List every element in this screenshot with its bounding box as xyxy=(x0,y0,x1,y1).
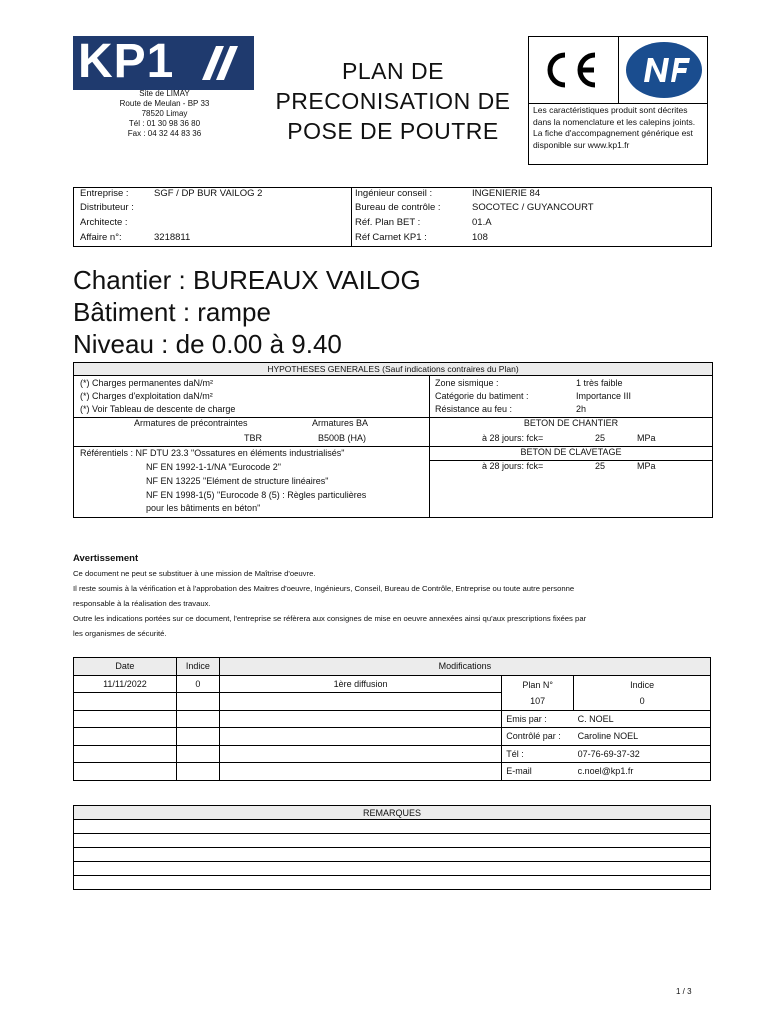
avertissement-line: Il reste soumis à la vérification et à l'approbation des Maitres d'oeuvre, Ingénieurs, Conseil, Bureau de Contrôle, Entreprise ou toute autre personne xyxy=(73,584,575,593)
info-label: Entreprise : xyxy=(80,188,129,199)
beton-chantier-label: à 28 jours: fck= xyxy=(482,433,544,443)
avertissement-line: Ce document ne peut se substituer à une mission de Maîtrise d'oeuvre. xyxy=(73,569,316,578)
hyp-right-value: 1 très faible xyxy=(576,378,623,388)
table-row xyxy=(74,710,711,728)
table-row xyxy=(74,745,711,763)
site-address: Site de LIMAY Route de Meulan - BP 33 78520 Limay Tél : 01 30 98 36 80 Fax : 04 32 44 83 36 xyxy=(119,89,210,138)
referentiel-row: pour les bâtiments en béton" xyxy=(146,503,261,513)
title-line-3: POSE DE POUTRE xyxy=(287,118,499,144)
hypotheses-box xyxy=(73,362,713,518)
cell-indice: 0 xyxy=(176,675,219,693)
email-label: E-mail xyxy=(502,763,574,781)
info-label: Réf Carnet KP1 : xyxy=(355,232,427,243)
project-info-box xyxy=(73,187,712,247)
hyp-left-row: (*) Charges d'exploitation daN/m² xyxy=(80,391,213,401)
table-row xyxy=(74,675,711,693)
nf-mark-icon xyxy=(624,40,704,100)
cert-divider xyxy=(618,37,619,103)
page-number: 1 / 3 xyxy=(676,987,692,996)
certification-box xyxy=(528,36,708,165)
remarques-table xyxy=(73,805,711,890)
info-value: SOCOTEC / GUYANCOURT xyxy=(472,202,594,213)
remarques-header xyxy=(74,806,711,820)
indice-cell xyxy=(574,675,711,710)
ce-mark-icon xyxy=(529,37,618,103)
beton-clavetage-value: 25 xyxy=(595,461,606,471)
info-value: SGF / DP BUR VAILOG 2 xyxy=(154,188,263,199)
avertissement-line: Outre les indications portées sur ce document, l'entreprise se réfèrera aux consignes de mise en oeuvre annexées ainsi qu'aux prescriptions fixées par xyxy=(73,614,587,623)
controle-label: Contrôlé par : xyxy=(502,728,574,746)
niveau-heading: Niveau : de 0.00 à 9.40 xyxy=(73,329,342,359)
referentiel-row: NF EN 13225 "Elément de structure linéaires" xyxy=(146,476,329,486)
info-label: Bureau de contrôle : xyxy=(355,202,441,213)
referentiel-row: NF EN 1998-1(5) "Eurocode 8 (5) : Règles particulières xyxy=(146,490,367,500)
indice-value: 0 xyxy=(639,695,645,706)
table-header-row xyxy=(74,658,711,676)
hyp-right-label: Zone sismique : xyxy=(435,378,499,388)
cell-mod: 1ère diffusion xyxy=(219,675,501,693)
batiment-heading: Bâtiment : rampe xyxy=(73,297,271,327)
beton-chantier-value: 25 xyxy=(595,433,606,443)
email-value: c.noel@kp1.fr xyxy=(574,763,711,781)
cert-description: Les caractéristiques produit sont décrites dans la nomenclature et les calepins joints. La fiche d'accompagnement générique est disponible sur www.kp1.fr xyxy=(533,105,696,150)
indice-label: Indice xyxy=(630,679,655,690)
info-label: Affaire n°: xyxy=(80,232,122,243)
beton-clavetage-label: à 28 jours: fck= xyxy=(482,461,544,471)
armatures-precon-label: Armatures de précontraintes xyxy=(134,418,248,428)
tbr-value: TBR xyxy=(244,433,262,443)
col-date: Date xyxy=(74,658,177,676)
avertissement-section xyxy=(73,552,703,641)
avertissement-line: responsable à la réalisation des travaux. xyxy=(73,599,211,608)
referentiel-row: NF EN 1992-1-1/NA "Eurocode 2" xyxy=(146,462,281,472)
col-indice: Indice xyxy=(176,658,219,676)
table-row xyxy=(74,763,711,781)
info-label: Ingénieur conseil : xyxy=(355,188,433,199)
armatures-ba-label: Armatures BA xyxy=(312,418,369,428)
hyp-right-label: Résistance au feu : xyxy=(435,404,513,414)
tel-label: Tél : xyxy=(502,745,574,763)
beton-chantier-title: BETON DE CHANTIER xyxy=(523,418,619,428)
emis-label: Emis par : xyxy=(502,710,574,728)
hyp-left-row: (*) Voir Tableau de descente de charge xyxy=(80,404,236,414)
title-line-2: PRECONISATION DE xyxy=(275,88,511,114)
info-label: Architecte : xyxy=(80,217,128,228)
hyp-right-label: Catégorie du batiment : xyxy=(435,391,529,401)
document-title xyxy=(258,56,528,146)
modifications-table xyxy=(73,657,711,781)
info-value: INGENIERIE 84 xyxy=(472,188,541,199)
avertissement-title: Avertissement xyxy=(73,553,139,564)
info-label: Réf. Plan BET : xyxy=(355,217,421,228)
title-line-1: PLAN DE xyxy=(342,58,444,84)
info-label: Distributeur : xyxy=(80,202,134,213)
beton-clavetage-unit: MPa xyxy=(637,461,656,471)
cert-divider xyxy=(529,103,707,104)
info-value: 108 xyxy=(472,232,488,243)
beton-chantier-unit: MPa xyxy=(637,433,656,443)
logo-slash-icon xyxy=(198,44,240,82)
emis-value: C. NOEL xyxy=(574,710,711,728)
cell-date: 11/11/2022 xyxy=(74,675,177,693)
hyp-left-row: (*) Charges permanentes daN/m² xyxy=(80,378,214,388)
remarques-row xyxy=(74,876,711,890)
hyp-right-value: 2h xyxy=(576,404,587,414)
tel-value: 07-76-69-37-32 xyxy=(574,745,711,763)
info-value: 01.A xyxy=(472,217,492,228)
plan-cell xyxy=(502,675,574,710)
plan-label: Plan N° xyxy=(522,679,553,690)
info-divider xyxy=(351,188,352,246)
remarques-row xyxy=(74,820,711,834)
hypotheses-title: HYPOTHESES GENERALES (Sauf indications contraires du Plan) xyxy=(74,363,712,376)
beton-clavetage-title: BETON DE CLAVETAGE xyxy=(520,447,622,457)
remarques-title: REMARQUES xyxy=(74,806,711,820)
logo-text: KP1 xyxy=(78,35,175,88)
remarques-row xyxy=(74,848,711,862)
chantier-heading: Chantier : BUREAUX VAILOG xyxy=(73,265,421,295)
hyp-right-value: Importance III xyxy=(576,391,632,401)
controle-value: Caroline NOEL xyxy=(574,728,711,746)
b500b-value: B500B (HA) xyxy=(318,433,367,443)
col-modifications: Modifications xyxy=(219,658,710,676)
plan-value: 107 xyxy=(530,695,546,706)
avertissement-line: les organismes de sécurité. xyxy=(73,629,167,638)
hyp-line xyxy=(430,460,712,461)
table-row xyxy=(74,728,711,746)
remarques-row xyxy=(74,862,711,876)
remarques-row xyxy=(74,834,711,848)
referentiel-row: Référentiels : NF DTU 23.3 "Ossatures en éléments industrialisés" xyxy=(80,448,345,458)
info-value: 3218811 xyxy=(154,232,191,243)
hyp-line xyxy=(74,417,429,418)
